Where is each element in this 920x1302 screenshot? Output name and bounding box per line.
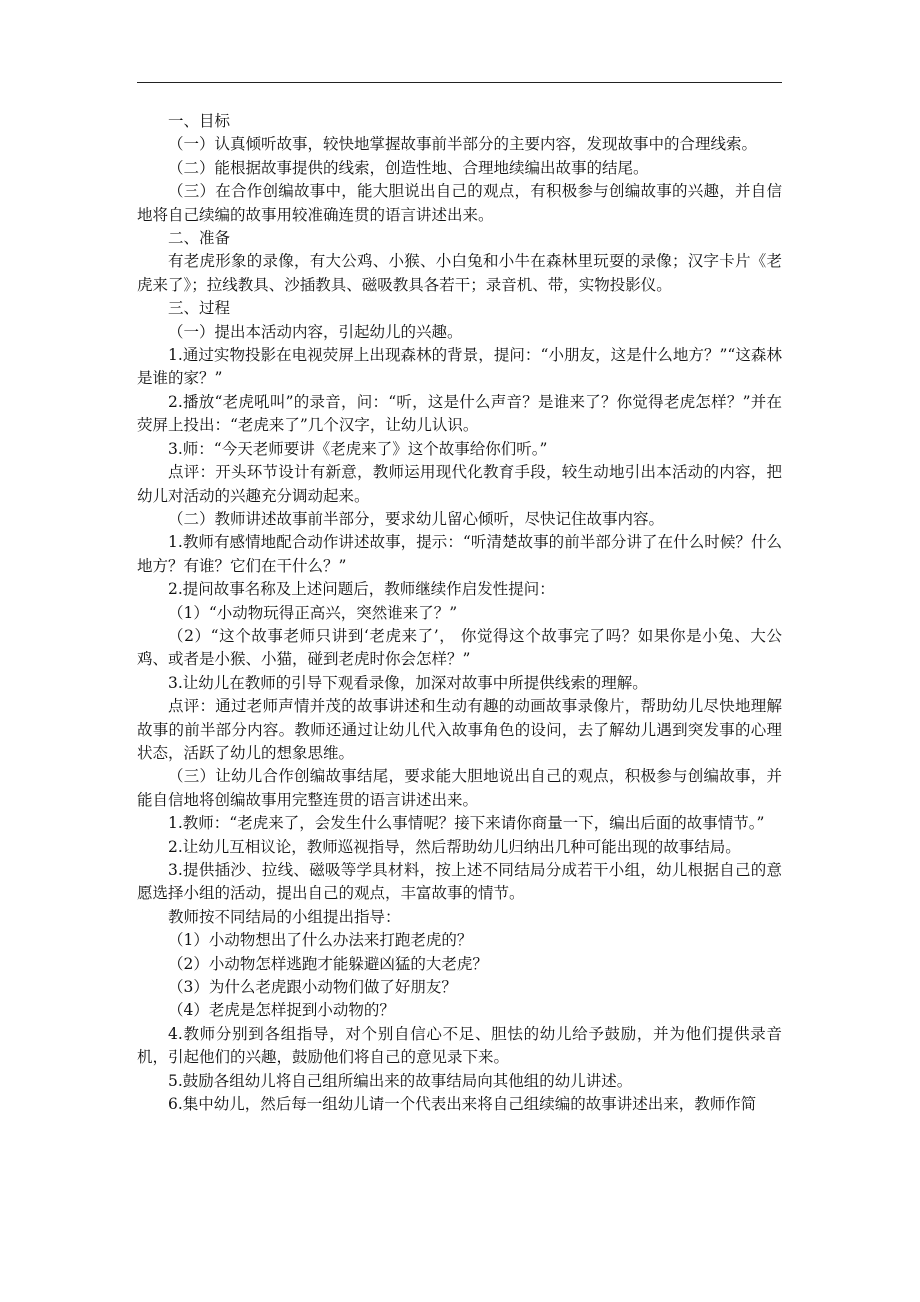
paragraph: （一）认真倾听故事，较快地掌握故事前半部分的主要内容，发现故事中的合理线索。: [168, 135, 758, 154]
paragraph: （1）“小动物玩得正高兴，突然谁来了？”: [168, 603, 458, 622]
paragraph: 5.鼓励各组幼儿将自己组所编出来的故事结局向其他组的幼儿讲述。: [168, 1071, 633, 1090]
paragraph: 1.教师：“老虎来了，会发生什么事情呢？接下来请你商量一下，编出后面的故事情节。”: [168, 814, 765, 833]
paragraph: （2）“这个故事老师只讲到‘老虎来了’， 你觉得这个故事完了吗？如果你是小兔、大公鸡、或者是小猴、小猫，碰到老虎时你会怎样？”: [137, 626, 782, 669]
comment-paragraph: 点评：开头环节设计有新意，教师运用现代化教育手段，较生动地引出本活动的内容，把幼儿对活动的兴趣充分调动起来。: [137, 463, 782, 505]
paragraph: 3.让幼儿在教师的引导下观看录像，加深对故事中所提供线索的理解。: [168, 673, 648, 692]
list-item: （3）为什么老虎跟小动物们做了好朋友？: [168, 978, 457, 997]
paragraph: 4.教师分别到各组指导，对个别自信心不足、胆怯的幼儿给予鼓励，并为他们提供录音机，引起他们的兴趣，鼓励他们将自己的意见录下来。: [137, 1024, 782, 1067]
comment-paragraph: 点评：通过老师声情并茂的故事讲述和生动有趣的动画故事录像片，帮助幼儿尽快地理解故事的前半部分内容。教师还通过让幼儿代入故事角色的设问，去了解幼儿遇到突发事的心理状态，活跃了幼儿的想象思维。: [137, 697, 782, 762]
paragraph: 2.提问故事名称及上述问题后，教师继续作启发性提问：: [168, 580, 555, 599]
document-body: [137, 110, 782, 1116]
list-item: （4）老虎是怎样捉到小动物的？: [168, 1001, 395, 1020]
paragraph: 2.让幼儿互相议论，教师巡视指导，然后帮助幼儿归纳出几种可能出现的故事结局。: [168, 837, 741, 856]
paragraph: 1.教师有感情地配合动作讲述故事，提示：“听清楚故事的前半部分讲了在什么时候？什么地方？有谁？它们在干什么？”: [137, 533, 782, 575]
paragraph: 3.提供插沙、拉线、磁吸等学具材料，按上述不同结局分成若干小组，幼儿根据自己的意愿选择小组的活动，提出自己的观点，丰富故事的情节。: [137, 861, 782, 903]
paragraph: 教师按不同结局的小组提出指导：: [168, 907, 401, 926]
paragraph: （二）能根据故事提供的线索，创造性地、合理地续编出故事的结尾。: [168, 158, 649, 177]
paragraph: 1.通过实物投影在电视荧屏上出现森林的背景，提问：“小朋友，这是什么地方？”“这森林是谁的家？”: [137, 346, 782, 388]
section-heading: 三、过程: [168, 299, 231, 318]
paragraph: （三）在合作创编故事中，能大胆说出自己的观点，有积极参与创编故事的兴趣，并自信地将自己续编的故事用较准确连贯的语言讲述出来。: [137, 182, 782, 224]
paragraph: 3.师：“今天老师要讲《老虎来了》这个故事给你们听。”: [168, 439, 548, 458]
subsection-heading: （二）教师讲述故事前半部分，要求幼儿留心倾听，尽快记住故事内容。: [168, 509, 665, 528]
paragraph: 2.播放“老虎吼叫”的录音，问：“听，这是什么声音？是谁来了？你觉得老虎怎样？”并在荧屏上投出：“老虎来了”几个汉字，让幼儿认识。: [137, 392, 782, 435]
section-heading: 一、目标: [168, 112, 231, 130]
subsection-heading: （三）让幼儿合作创编故事结尾，要求能大胆地说出自己的观点，积极参与创编故事，并能自信地将创编故事用完整连贯的语言讲述出来。: [137, 767, 782, 809]
list-item: （2）小动物怎样逃跑才能躲避凶猛的大老虎？: [168, 954, 488, 973]
subsection-heading: （一）提出本活动内容，引起幼儿的兴趣。: [168, 322, 463, 341]
paragraph: 6.集中幼儿，然后每一组幼儿请一个代表出来将自己组续编的故事讲述出来，教师作简: [168, 1095, 757, 1114]
paragraph: 有老虎形象的录像，有大公鸡、小猴、小白兔和小牛在森林里玩耍的录像；汉字卡片《老虎来了》；拉线教具、沙插教具、磁吸教具各若干；录音机、带，实物投影仪。: [137, 252, 782, 294]
list-item: （1）小动物想出了什么办法来打跑老虎的？: [168, 931, 473, 950]
section-heading: 二、准备: [168, 229, 231, 248]
header-rule: [137, 82, 782, 83]
